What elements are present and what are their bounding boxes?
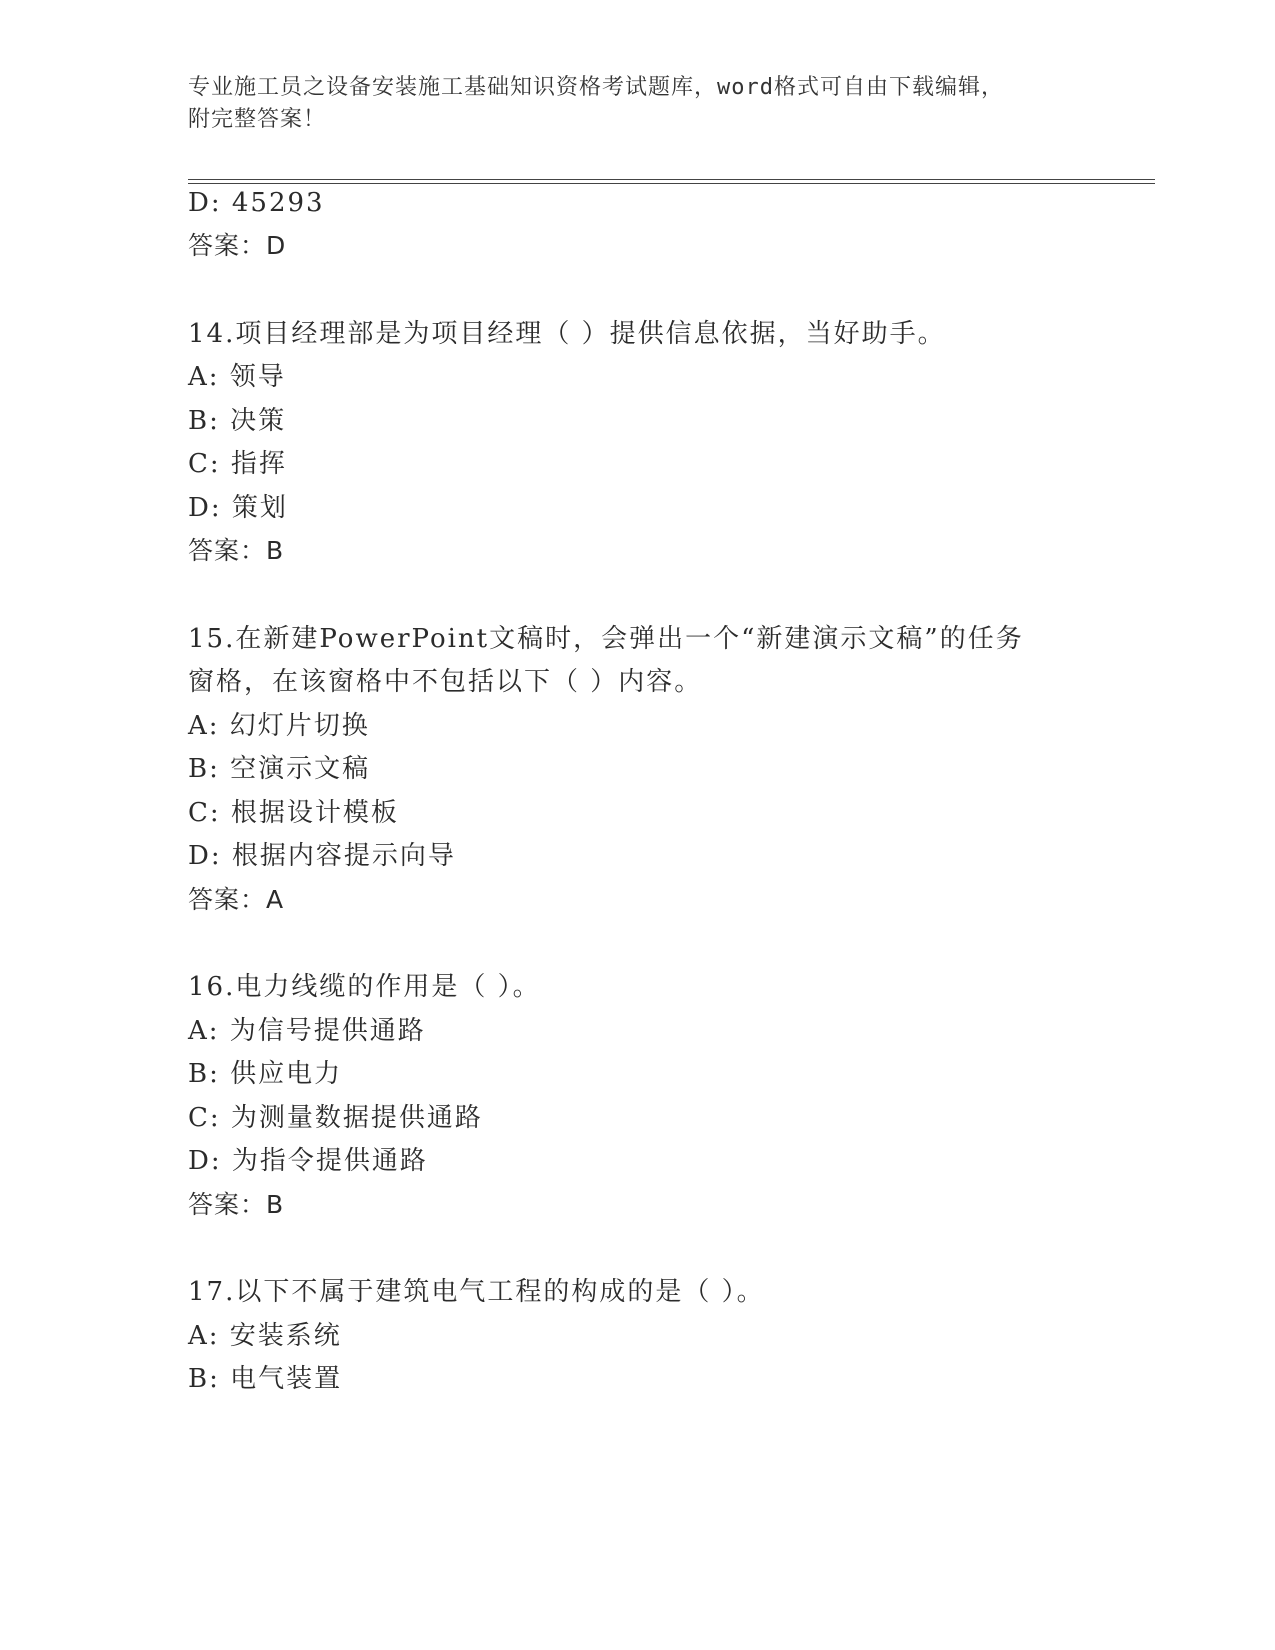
q14-option-a: A: 领导 [188, 362, 286, 392]
prev-answer: 答案：D [188, 231, 287, 260]
prev-option-d: D: 45293 [188, 188, 325, 218]
q14-answer: 答案：B [188, 536, 285, 565]
q15-option-a: A: 幻灯片切换 [188, 711, 370, 741]
header-line-1: 专业施工员之设备安装施工基础知识资格考试题库，word格式可自由下载编辑， [188, 75, 1004, 100]
q16-stem: 16.电力线缆的作用是（ ）。 [188, 972, 541, 1002]
header-divider [188, 179, 1155, 184]
q14-option-c: C: 指挥 [188, 449, 287, 479]
document-header [188, 72, 1068, 136]
q15-stem-line-1: 15.在新建PowerPoint文稿时，会弹出一个“新建演示文稿”的任务 [188, 624, 1024, 654]
q17-option-b: B: 电气装置 [188, 1364, 343, 1394]
q16-answer: 答案：B [188, 1190, 285, 1219]
q14-option-b: B: 决策 [188, 406, 287, 436]
q16-option-c: C: 为测量数据提供通路 [188, 1103, 483, 1133]
q17-stem: 17.以下不属于建筑电气工程的构成的是（ ）。 [188, 1277, 765, 1307]
q14-stem: 14.项目经理部是为项目经理（ ）提供信息依据，当好助手。 [188, 319, 946, 349]
q16-option-b: B: 供应电力 [188, 1059, 343, 1089]
q16-option-a: A: 为信号提供通路 [188, 1016, 426, 1046]
q15-option-c: C: 根据设计模板 [188, 798, 399, 828]
q15-answer: 答案：A [188, 885, 285, 914]
q15-option-d: D: 根据内容提示向导 [188, 841, 456, 871]
q15-option-b: B: 空演示文稿 [188, 754, 371, 784]
q16-option-d: D: 为指令提供通路 [188, 1146, 428, 1176]
header-line-2: 附完整答案！ [188, 107, 327, 132]
q17-option-a: A: 安装系统 [188, 1321, 342, 1351]
q14-option-d: D: 策划 [188, 493, 288, 523]
q15-stem-line-2: 窗格，在该窗格中不包括以下（ ）内容。 [188, 667, 703, 697]
